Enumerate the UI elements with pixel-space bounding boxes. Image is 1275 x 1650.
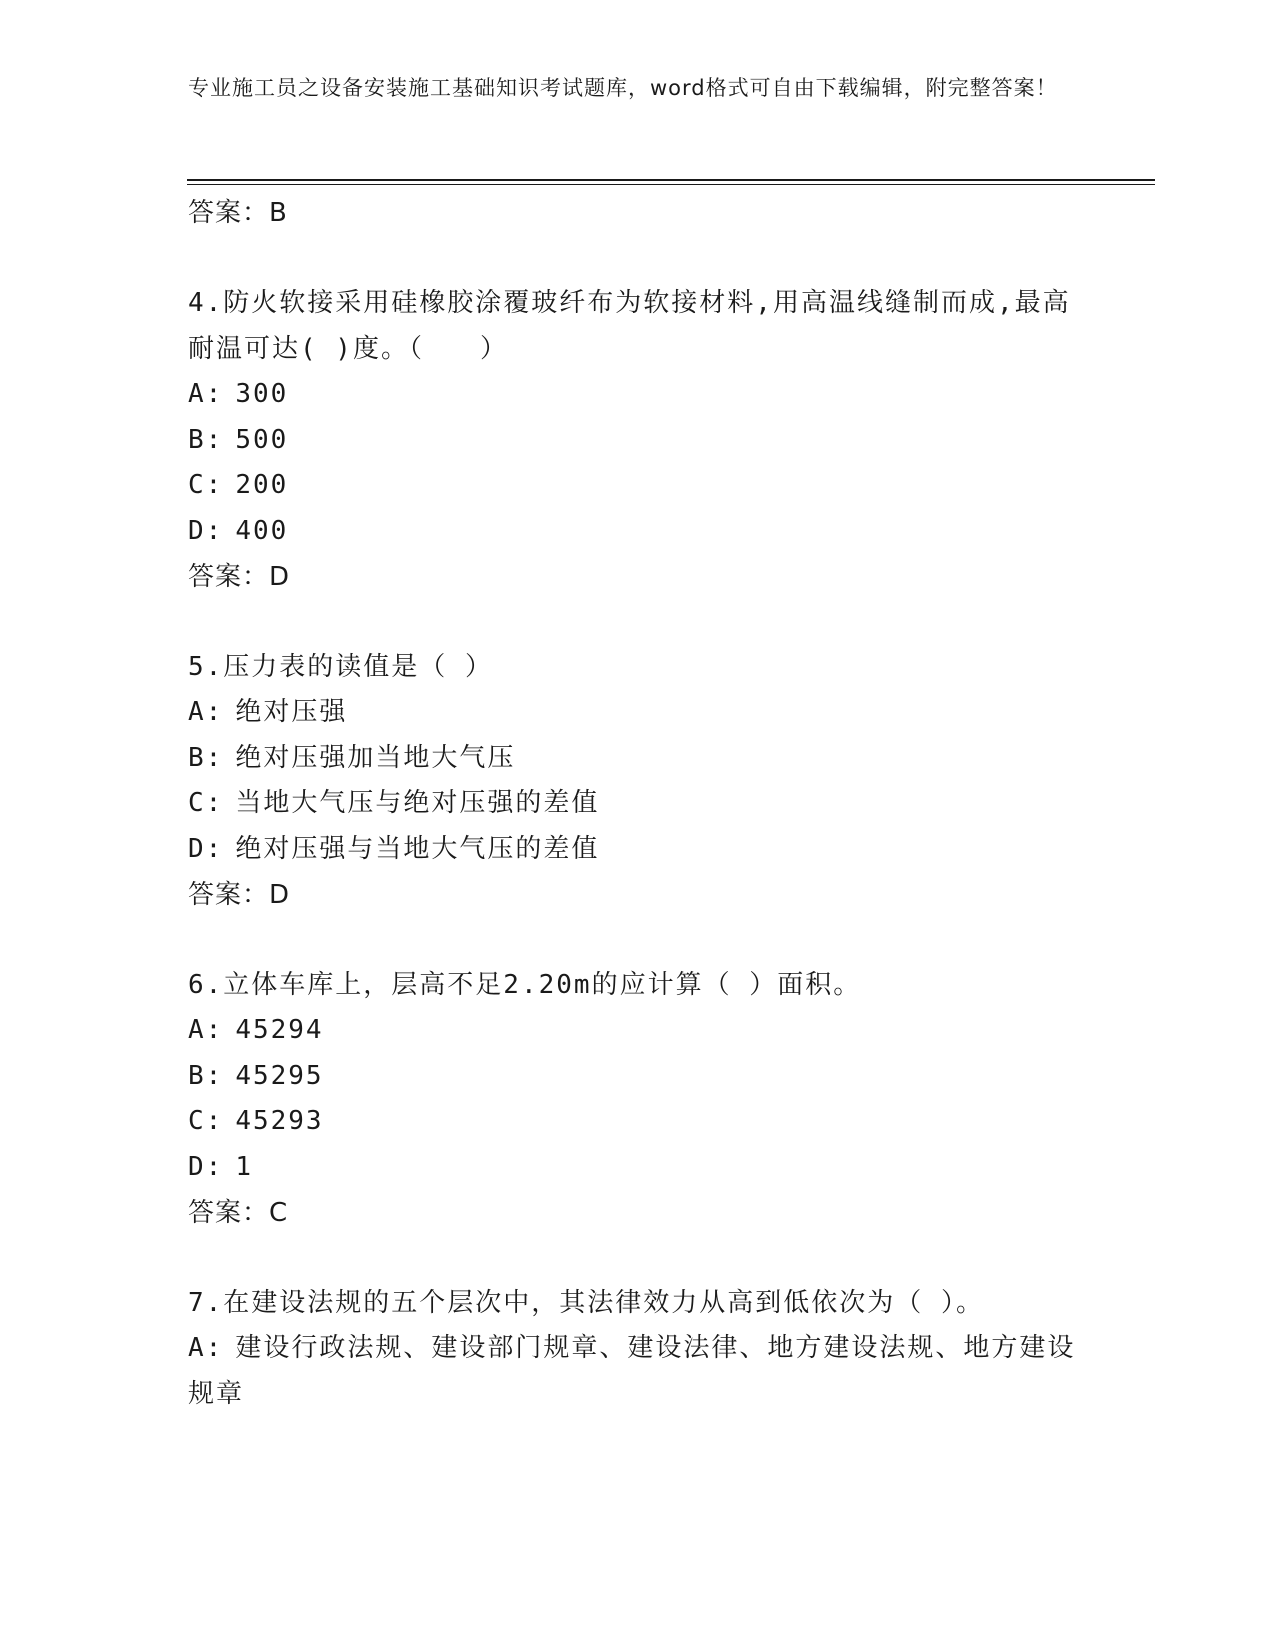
option-label: D: <box>188 515 224 546</box>
answer-line: 答案：D <box>188 562 291 592</box>
header-divider-thin <box>187 184 1155 185</box>
option-text: 400 <box>235 515 289 546</box>
option-c <box>188 1099 1088 1145</box>
option-text: 45294 <box>235 1015 324 1045</box>
option-label: B: <box>188 742 224 773</box>
header-divider-thick <box>187 179 1155 181</box>
option-text: 45293 <box>235 1106 324 1136</box>
option-c <box>188 463 1088 509</box>
option-text: 当地大气压与绝对压强的差值 <box>235 788 600 818</box>
option-d <box>188 827 1088 873</box>
option-a <box>188 372 1088 418</box>
option-text: 建设行政法规、建设部门规章、建设法律、地方建设法规、地方建设规章 <box>188 1333 1076 1409</box>
option-c <box>188 781 1088 827</box>
option-d <box>188 1145 1088 1191</box>
option-text: 1 <box>235 1151 253 1182</box>
answer-line: 答案：D <box>188 880 291 910</box>
question-text: 6.立体车库上，层高不足2.20m的应计算（ ）面积。 <box>188 970 862 1000</box>
option-label: D: <box>188 1151 224 1182</box>
answer-line: 答案：C <box>188 1198 289 1228</box>
question-text: 4.防火软接采用硅橡胶涂覆玻纤布为软接材料,用高温线缝制而成,最高耐温可达( )度。（ ） <box>188 288 1071 364</box>
option-text: 200 <box>235 470 289 500</box>
option-text: 45295 <box>235 1060 324 1091</box>
option-a <box>188 1008 1088 1054</box>
option-text: 绝对压强与当地大气压的差值 <box>235 833 600 864</box>
option-b <box>188 736 1088 782</box>
option-text: 500 <box>235 424 289 455</box>
option-label: A: <box>188 1015 224 1045</box>
question-text: 7.在建设法规的五个层次中，其法律效力从高到低依次为（ ）。 <box>188 1288 984 1318</box>
option-text: 绝对压强加当地大气压 <box>235 742 516 773</box>
document-header: 专业施工员之设备安装施工基础知识考试题库，word格式可自由下载编辑，附完整答案！ <box>188 76 1058 100</box>
option-label: A: <box>188 379 224 409</box>
option-label: D: <box>188 833 224 864</box>
option-a <box>188 690 1088 736</box>
answer-line: 答案：B <box>188 198 288 228</box>
option-label: A: <box>188 697 224 727</box>
option-text: 300 <box>235 379 289 409</box>
option-b <box>188 1054 1088 1100</box>
option-label: C: <box>188 788 224 818</box>
option-label: B: <box>188 1060 224 1091</box>
option-a <box>188 1326 1088 1417</box>
option-label: A: <box>188 1333 224 1363</box>
question-text: 5.压力表的读值是（ ） <box>188 652 493 682</box>
option-label: C: <box>188 470 224 500</box>
question-list <box>188 190 1088 1417</box>
option-label: B: <box>188 424 224 455</box>
option-d <box>188 509 1088 555</box>
option-b <box>188 418 1088 464</box>
option-text: 绝对压强 <box>235 697 348 727</box>
option-label: C: <box>188 1106 224 1136</box>
